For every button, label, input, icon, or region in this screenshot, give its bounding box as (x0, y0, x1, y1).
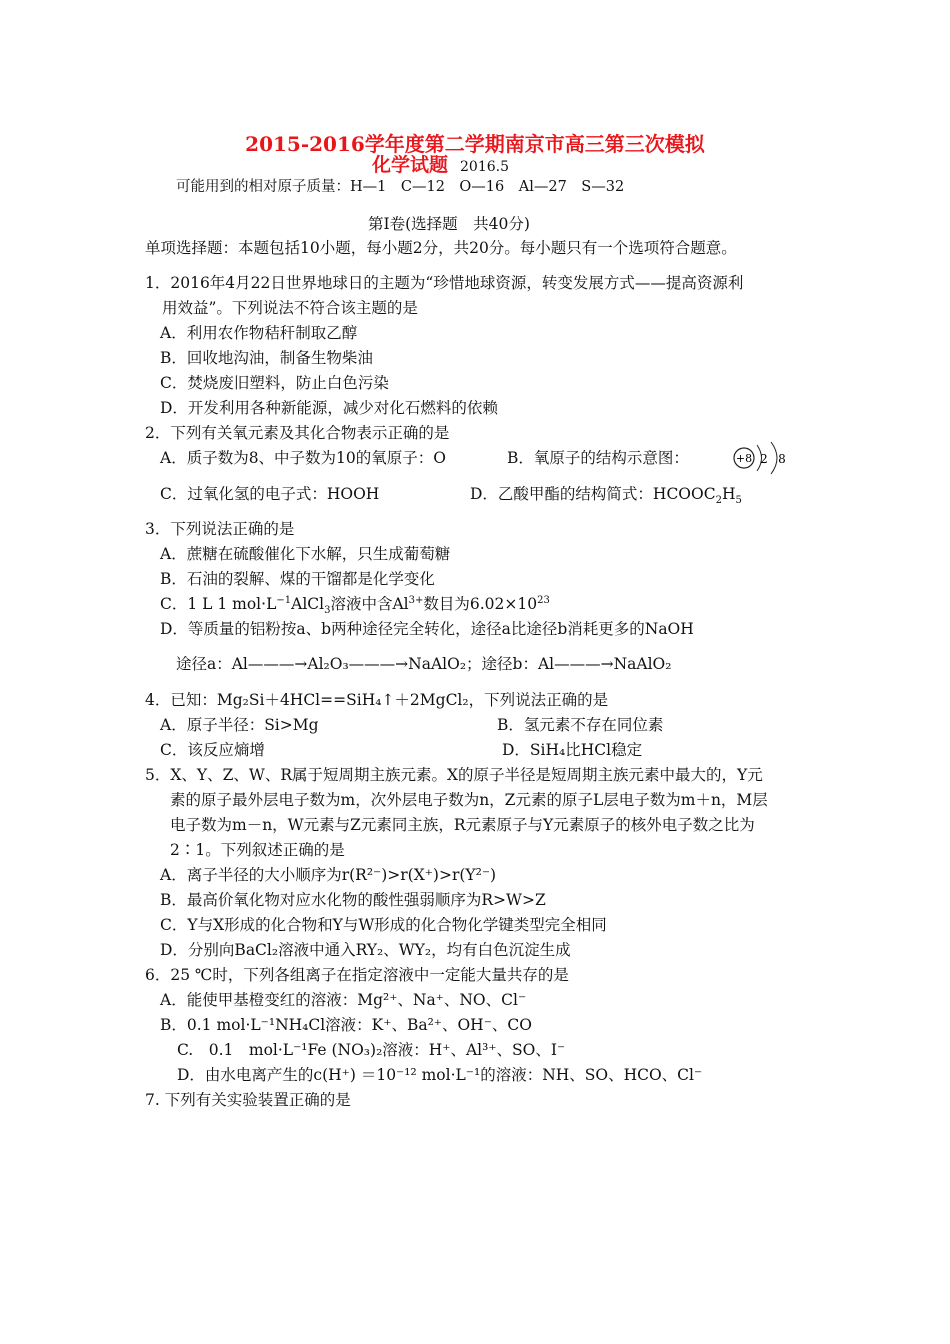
exam-title: 2015-2016学年度第二学期南京市高三第三次模拟 (245, 132, 705, 156)
q5-option-c: C．Y与X形成的化合物和Y与W形成的化合物化学键类型完全相同 (160, 916, 607, 934)
q5-option-a: A．离子半径的大小顺序为r(R²⁻)>r(X⁺)>r(Y²⁻) (160, 866, 497, 884)
q6-option-b: B．0.1 mol·L⁻¹NH₄Cl溶液：K⁺、Ba²⁺、OH⁻、CO (160, 1016, 532, 1034)
q3-stem: 3．下列说法正确的是 (145, 520, 295, 538)
subject-title: 化学试题 (372, 154, 449, 176)
nucleus-label: +8 (735, 452, 753, 465)
q4-option-c: C．该反应熵增 (160, 741, 265, 759)
q4-stem: 4．已知：Mg₂Si＋4HCl==SiH₄↑＋2MgCl₂，下列说法正确的是 (145, 691, 609, 709)
section-instructions: 单项选择题：本题包括10小题，每小题2分，共20分。每小题只有一个选项符合题意。 (145, 239, 737, 257)
q5-stem-line2: 素的原子最外层电子数为m，次外层电子数为n，Z元素的原子L层电子数为m＋n，M层 (170, 791, 768, 809)
atomic-masses: 可能用到的相对原子质量：H—1 C—12 O—16 Al—27 S—32 (176, 179, 625, 195)
q5-stem-line3: 电子数为m－n，W元素与Z元素同主族，R元素原子与Y元素原子的核外电子数之比为 (170, 816, 755, 834)
q5-stem-line4: 2∶1。下列叙述正确的是 (170, 841, 345, 859)
q1-option-b: B．回收地沟油，制备生物柴油 (160, 349, 373, 367)
q6-option-a: A．能使甲基橙变红的溶液：Mg²⁺、Na⁺、NO、Cl⁻ (160, 991, 527, 1009)
q3-option-b: B．石油的裂解、煤的干馏都是化学变化 (160, 570, 435, 588)
exam-subtitle (372, 150, 509, 177)
q1-option-c: C．焚烧废旧塑料，防止白色污染 (160, 374, 389, 392)
q2-stem: 2．下列有关氧元素及其化合物表示正确的是 (145, 424, 450, 442)
q2-option-c: C．过氧化氢的电子式：HOOH (160, 485, 380, 503)
q3-option-c: C．1 L 1 $mol\cdot L^{-1}AlCl_3$溶液中含$Al^{3+}$数目为$6.02\times 10^{23}$ (160, 594, 550, 617)
q2-option-b: B．氧原子的结构示意图： (507, 449, 689, 467)
q3-option-d: D．等质量的铝粉按a、b两种途径完全转化，途径a比途径b消耗更多的NaOH (160, 620, 694, 638)
q2-option-d: D．乙酸甲酯的结构简式：$HCOOC_2H_5$ (470, 485, 742, 507)
section-heading: 第Ⅰ卷(选择题 共40分) (368, 215, 530, 233)
q6-stem: 6．25 ℃时，下列各组离子在指定溶液中一定能大量共存的是 (145, 966, 569, 984)
exam-date: 2016.5 (460, 159, 510, 175)
q3-option-a: A．蔗糖在硫酸催化下水解，只生成葡萄糖 (160, 545, 451, 563)
q4-option-d: D．SiH₄比HCl稳定 (502, 741, 643, 759)
q6-option-c: C. 0.1 mol·L⁻¹Fe (NO₃)₂溶液：H⁺、Al³⁺、SO、I⁻ (177, 1041, 566, 1059)
q2-option-a: A．质子数为8、中子数为10的氧原子：O (160, 449, 446, 467)
q1-option-a: A．利用农作物秸秆制取乙醇 (160, 324, 358, 342)
q5-stem-line1: 5．X、Y、Z、W、R属于短周期主族元素。X的原子半径是短周期主族元素中最大的，Y元 (145, 766, 763, 784)
shell2-label: 8 (778, 452, 786, 466)
q4-option-a: A．原子半径：Si>Mg (160, 716, 319, 734)
q1-option-d: D．开发利用各种新能源，减少对化石燃料的依赖 (160, 399, 498, 417)
q1-stem-line2: 用效益”。下列说法不符合该主题的是 (162, 299, 418, 317)
q3-reaction-paths: 途径a：Al———→Al₂O₃———→NaAlO₂；途径b：Al———→NaAlO₂ (176, 655, 672, 673)
q6-option-d: D．由水电离产生的c(H⁺) ＝10⁻¹² mol·L⁻¹的溶液：NH、SO、HCO、Cl⁻ (177, 1066, 703, 1084)
q4-option-b: B．氢元素不存在同位素 (497, 716, 664, 734)
q5-option-d: D．分别向BaCl₂溶液中通入RY₂、WY₂，均有白色沉淀生成 (160, 941, 571, 959)
shell1-label: 2 (760, 452, 768, 466)
q1-stem-line1: 1．2016年4月22日世界地球日的主题为“珍惜地球资源，转变发展方式——提高资源利 (145, 274, 744, 292)
oxygen-atom-diagram (733, 441, 793, 475)
q7-stem: 7. 下列有关实验装置正确的是 (145, 1091, 351, 1109)
q5-option-b: B．最高价氧化物对应水化物的酸性强弱顺序为R>W>Z (160, 891, 546, 909)
